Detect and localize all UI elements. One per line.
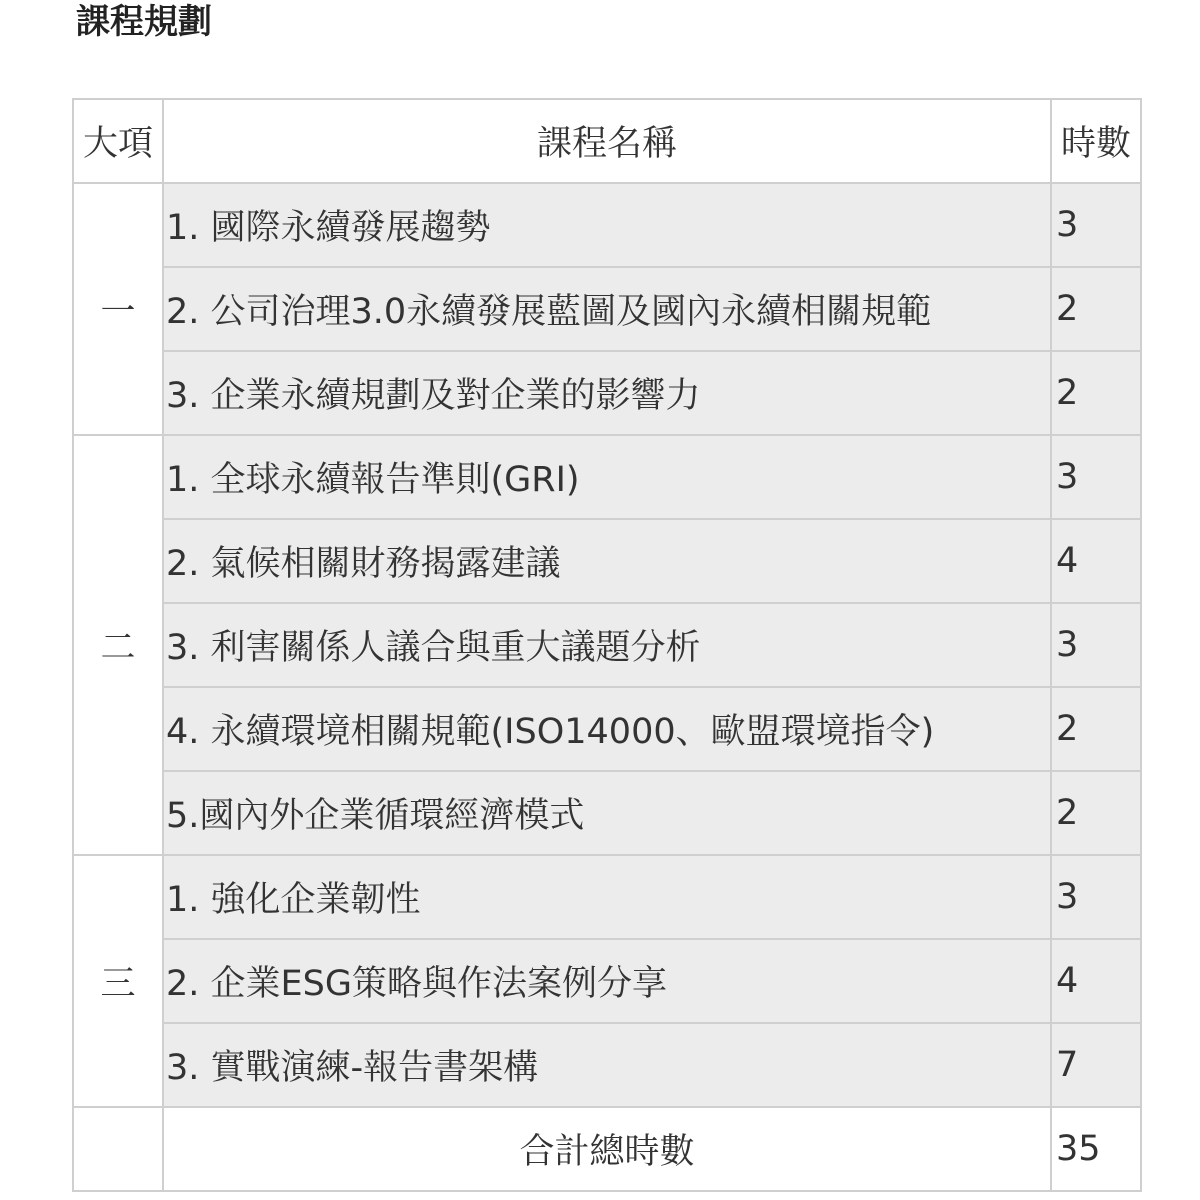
major-cell-3: 三	[73, 855, 163, 1107]
course-hours: 2	[1051, 267, 1141, 351]
course-name: 3. 企業永續規劃及對企業的影響力	[163, 351, 1051, 435]
page-title: 課程規劃	[76, 2, 212, 42]
course-name: 3. 實戰演練-報告書架構	[163, 1023, 1051, 1107]
major-cell-1: 一	[73, 183, 163, 435]
table-row	[73, 519, 1141, 603]
table-header-row	[73, 99, 1141, 183]
course-name: 1. 強化企業韌性	[163, 855, 1051, 939]
header-course: 課程名稱	[163, 99, 1051, 183]
course-hours: 2	[1051, 687, 1141, 771]
table-row	[73, 939, 1141, 1023]
course-name: 1. 全球永續報告準則(GRI)	[163, 435, 1051, 519]
table-row	[73, 603, 1141, 687]
table-row	[73, 771, 1141, 855]
major-cell-2: 二	[73, 435, 163, 855]
course-name: 2. 公司治理3.0永續發展藍圖及國內永續相關規範	[163, 267, 1051, 351]
table-row	[73, 435, 1141, 519]
course-name: 4. 永續環境相關規範(ISO14000、歐盟環境指令)	[163, 687, 1051, 771]
table-row	[73, 267, 1141, 351]
table-row	[73, 687, 1141, 771]
header-major: 大項	[73, 99, 163, 183]
total-hours: 35	[1051, 1107, 1141, 1191]
course-hours: 4	[1051, 939, 1141, 1023]
table-row	[73, 183, 1141, 267]
total-label: 合計總時數	[163, 1107, 1051, 1191]
course-name: 2. 企業ESG策略與作法案例分享	[163, 939, 1051, 1023]
header-hours: 時數	[1051, 99, 1141, 183]
course-hours: 3	[1051, 603, 1141, 687]
course-name: 1. 國際永續發展趨勢	[163, 183, 1051, 267]
course-hours: 2	[1051, 351, 1141, 435]
course-name: 5.國內外企業循環經濟模式	[163, 771, 1051, 855]
course-hours: 3	[1051, 183, 1141, 267]
course-hours: 3	[1051, 435, 1141, 519]
course-name: 3. 利害關係人議合與重大議題分析	[163, 603, 1051, 687]
course-hours: 4	[1051, 519, 1141, 603]
course-hours: 2	[1051, 771, 1141, 855]
total-row	[73, 1107, 1141, 1191]
table-row	[73, 855, 1141, 939]
course-hours: 3	[1051, 855, 1141, 939]
table-row	[73, 351, 1141, 435]
course-name: 2. 氣候相關財務揭露建議	[163, 519, 1051, 603]
course-table	[72, 98, 1142, 1192]
course-hours: 7	[1051, 1023, 1141, 1107]
table-row	[73, 1023, 1141, 1107]
total-major-blank	[73, 1107, 163, 1191]
